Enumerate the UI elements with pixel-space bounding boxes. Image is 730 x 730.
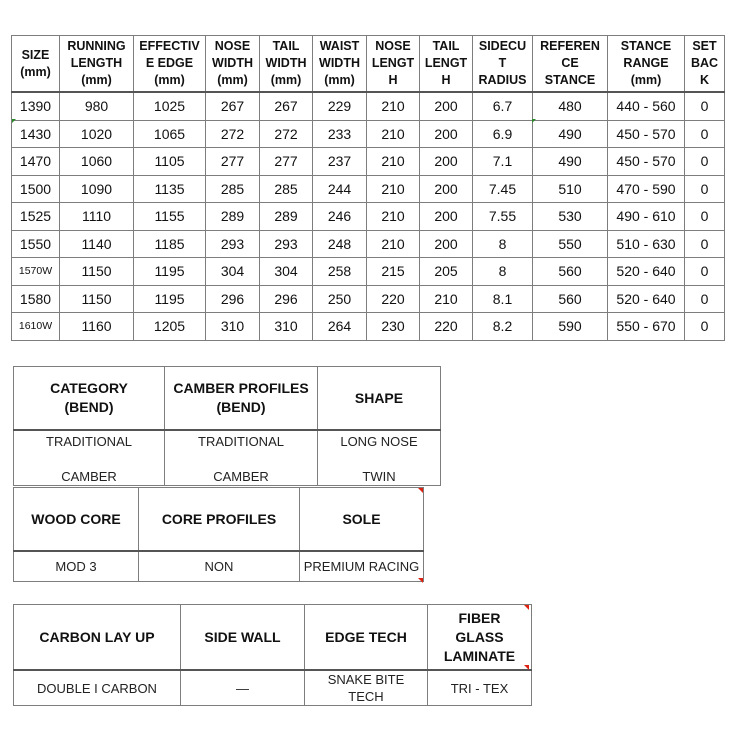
table-cell: 210 [367,92,420,120]
table-row [12,230,725,258]
table-cell: 1580 [12,285,60,313]
spec-column-header-line: (mm) [324,73,355,87]
table-cell: 7.1 [473,148,533,176]
table-cell: 0 [685,285,725,313]
header-core-profiles: CORE PROFILES [139,488,300,552]
table-cell: 267 [206,92,260,120]
value-camber-profiles-text [165,431,317,485]
value-sole: PREMIUM RACING [300,551,424,582]
spec-column-header-line: LENGT [371,56,415,70]
table-cell: 1205 [134,313,206,341]
table-cell: 289 [206,203,260,231]
spec-column-header [473,36,533,93]
header-category-line: (BEND) [64,399,114,415]
table-row [12,148,725,176]
table-cell: 0 [685,203,725,231]
table-cell: 1150 [60,258,134,286]
table-cell: 264 [313,313,367,341]
table-cell: 480 [533,92,608,120]
spec-column-header-line: LENGTH [70,56,123,70]
table-row [12,285,725,313]
spec-column-header [367,36,420,93]
table-cell: 1550 [12,230,60,258]
value-category-line: CAMBER [61,469,117,484]
spec-column-header [420,36,473,93]
table-cell: 7.55 [473,203,533,231]
table-cell: 450 - 570 [608,120,685,148]
spec-table-body [12,92,725,340]
table-cell: 510 [533,175,608,203]
spec-column-header-line: T [498,56,507,70]
spec-column-header-line: WIDTH [265,56,307,70]
table-cell: 289 [260,203,313,231]
table-row [12,258,725,286]
table-cell: 310 [206,313,260,341]
table-row [12,175,725,203]
table-cell: 1150 [60,285,134,313]
header-carbon-lay-up [14,605,181,671]
spec-column-header-line: RUNNING [67,39,126,53]
header-camber-profiles-line: (BEND) [216,399,266,415]
value-category-line: TRADITIONAL [46,434,132,449]
spec-column-header-line: (mm) [20,64,51,79]
table-cell: 200 [420,92,473,120]
table-cell: 293 [260,230,313,258]
table-cell: 980 [60,92,134,120]
spec-column-header-line: WAIST [319,39,360,53]
table-cell: 200 [420,148,473,176]
value-edge-tech [305,670,428,706]
table-cell: 200 [420,175,473,203]
table-cell: 215 [367,258,420,286]
table-cell: 304 [206,258,260,286]
table-cell: 510 - 630 [608,230,685,258]
header-wood-core: WOOD CORE [14,488,139,552]
table-cell: 520 - 640 [608,285,685,313]
table-cell: 210 [367,230,420,258]
table-cell: 285 [260,175,313,203]
spec-column-header [12,36,60,93]
table-cell: 560 [533,258,608,286]
layup-table [13,604,532,706]
value-carbon-lay-up-line: DOUBLE I CARBON [37,680,157,696]
spec-column-header [533,36,608,93]
header-side-wall [181,605,305,671]
header-carbon-lay-up-line: CARBON LAY UP [39,628,155,645]
table-cell: 1430 [12,120,60,148]
spec-column-header [608,36,685,93]
table-cell: 1110 [60,203,134,231]
header-shape [318,367,441,431]
spec-column-header [134,36,206,93]
table-cell: 7.45 [473,175,533,203]
value-shape-line: TWIN [362,469,396,484]
table-cell: 272 [206,120,260,148]
table-cell: 200 [420,230,473,258]
table-cell: 0 [685,175,725,203]
spec-column-header [313,36,367,93]
spec-column-header-line: (mm) [630,73,662,87]
spec-column-header-line: STANCE [620,39,672,53]
table-cell: 1160 [60,313,134,341]
table-cell: 520 - 640 [608,258,685,286]
header-edge-tech-line: EDGE TECH [325,628,407,645]
spec-column-header-line: (mm) [154,73,185,87]
table-cell: 530 [533,203,608,231]
table-cell: 277 [206,148,260,176]
corner-mark [418,578,423,583]
value-shape-text [318,431,440,485]
table-cell: 560 [533,285,608,313]
profile-table [13,366,441,486]
table-row [12,92,725,120]
header-fiber-glass-laminate-line: FIBER [458,609,501,626]
spec-column-header-line: CE [561,56,579,70]
table-cell: 1060 [60,148,134,176]
table-cell: 1525 [12,203,60,231]
spec-column-header-line: RADIUS [478,73,527,87]
spec-column-header-line: SIZE [21,47,50,62]
table-cell: 1025 [134,92,206,120]
corner-mark [12,119,16,123]
core-table [13,487,424,582]
table-cell: 210 [367,148,420,176]
table-cell: 310 [260,313,313,341]
table-cell: 1105 [134,148,206,176]
table-cell: 0 [685,230,725,258]
spec-column-header-line: EFFECTIV [139,39,200,53]
table-cell: 1570W [12,258,60,286]
value-fiber-glass-laminate-line: TRI - TEX [450,680,509,696]
value-camber-profiles [165,430,318,486]
table-cell: 267 [260,92,313,120]
value-shape-line: LONG NOSE [340,434,418,449]
spec-column-header-line: WIDTH [212,56,253,70]
header-side-wall-line: SIDE WALL [204,628,281,645]
value-edge-tech-line: SNAKE BITE [327,672,405,687]
spec-column-header-line: H [441,73,451,87]
spec-column-header-line: K [699,73,710,87]
spec-column-header-line: TAIL [432,39,460,53]
spec-column-header-line: NOSE [375,39,411,53]
table-cell: 0 [685,120,725,148]
table-cell: 1020 [60,120,134,148]
table-cell: 0 [685,258,725,286]
table-cell: 0 [685,92,725,120]
table-cell: 210 [367,120,420,148]
table-row [12,120,725,148]
table-cell: 205 [420,258,473,286]
table-cell: 8.1 [473,285,533,313]
table-cell: 210 [367,203,420,231]
table-cell: 210 [420,285,473,313]
corner-mark [524,665,529,670]
table-row [12,313,725,341]
table-cell: 1195 [134,285,206,313]
spec-column-header-line: SET [692,39,717,53]
table-cell: 0 [685,148,725,176]
table-cell: 304 [260,258,313,286]
table-cell: 248 [313,230,367,258]
table-cell: 1155 [134,203,206,231]
table-cell: 200 [420,120,473,148]
spec-table-header [12,36,725,93]
header-fiber-glass-laminate-line: LAMINATE [443,647,516,664]
spec-column-header-line: REFEREN [540,39,600,53]
table-cell: 296 [260,285,313,313]
table-cell: 220 [420,313,473,341]
table-cell: 246 [313,203,367,231]
table-cell: 450 - 570 [608,148,685,176]
header-shape-line: SHAPE [354,389,404,406]
table-cell: 258 [313,258,367,286]
spec-column-header-line: WIDTH [319,56,360,70]
table-cell: 470 - 590 [608,175,685,203]
table-cell: 229 [313,92,367,120]
value-carbon-lay-up [14,670,181,706]
spec-column-header-line: E EDGE [145,56,194,70]
value-wood-core: MOD 3 [14,551,139,582]
header-fiber-glass-laminate-line: GLASS [455,628,504,645]
spec-column-header-line: H [388,73,398,87]
table-cell: 6.7 [473,92,533,120]
table-cell: 200 [420,203,473,231]
header-sole: SOLE [300,488,424,552]
spec-column-header [685,36,725,93]
table-row [12,203,725,231]
table-cell: 250 [313,285,367,313]
table-cell: 230 [367,313,420,341]
spec-column-header [60,36,134,93]
table-cell: 237 [313,148,367,176]
corner-mark [418,488,423,493]
spec-column-header [206,36,260,93]
value-edge-tech-line: TECH [348,689,384,704]
value-category-text [14,431,164,485]
value-shape [318,430,441,486]
table-cell: 490 [533,148,608,176]
value-side-wall-line: — [236,680,249,696]
table-cell: 1090 [60,175,134,203]
header-edge-tech [305,605,428,671]
table-cell: 233 [313,120,367,148]
value-camber-profiles-line: CAMBER [213,469,269,484]
table-cell: 210 [367,175,420,203]
spec-column-header-line: (mm) [217,73,248,87]
table-cell: 550 [533,230,608,258]
header-camber-profiles [165,367,318,431]
table-cell: 6.9 [473,120,533,148]
spec-table [11,35,725,341]
spec-column-header-line: STANCE [544,73,596,87]
table-cell: 244 [313,175,367,203]
table-cell: 490 [533,120,608,148]
spec-column-header-line: LENGT [424,56,468,70]
value-category [14,430,165,486]
header-category [14,367,165,431]
spec-column-header-line: BAC [690,56,719,70]
header-camber-profiles-line: CAMBER PROFILES [173,380,309,396]
table-cell: 1195 [134,258,206,286]
table-cell: 440 - 560 [608,92,685,120]
spec-column-header-line: RANGE [623,56,669,70]
table-cell: 1470 [12,148,60,176]
header-fiber-glass-laminate [428,605,532,671]
corner-mark [524,605,529,610]
table-cell: 550 - 670 [608,313,685,341]
table-cell: 1140 [60,230,134,258]
table-cell: 490 - 610 [608,203,685,231]
table-cell: 1610W [12,313,60,341]
value-fiber-glass-laminate [428,670,532,706]
table-cell: 285 [206,175,260,203]
table-cell: 1500 [12,175,60,203]
spec-column-header-line: SIDECU [478,39,527,53]
table-cell: 1065 [134,120,206,148]
corner-mark [532,119,536,123]
table-cell: 1185 [134,230,206,258]
spec-column-header-line: (mm) [270,73,302,87]
table-cell: 1390 [12,92,60,120]
value-camber-profiles-line: TRADITIONAL [198,434,284,449]
spec-column-header [260,36,313,93]
spec-column-header-line: NOSE [214,39,251,53]
spec-column-header-line: TAIL [272,39,300,53]
table-cell: 0 [685,313,725,341]
header-category-line: CATEGORY [50,380,128,396]
table-cell: 8 [473,230,533,258]
value-side-wall [181,670,305,706]
spec-column-header-line: (mm) [81,73,112,87]
table-cell: 8 [473,258,533,286]
table-cell: 293 [206,230,260,258]
table-cell: 272 [260,120,313,148]
table-cell: 590 [533,313,608,341]
table-cell: 296 [206,285,260,313]
table-cell: 220 [367,285,420,313]
value-core-profiles: NON [139,551,300,582]
table-cell: 1135 [134,175,206,203]
table-cell: 277 [260,148,313,176]
table-cell: 8.2 [473,313,533,341]
